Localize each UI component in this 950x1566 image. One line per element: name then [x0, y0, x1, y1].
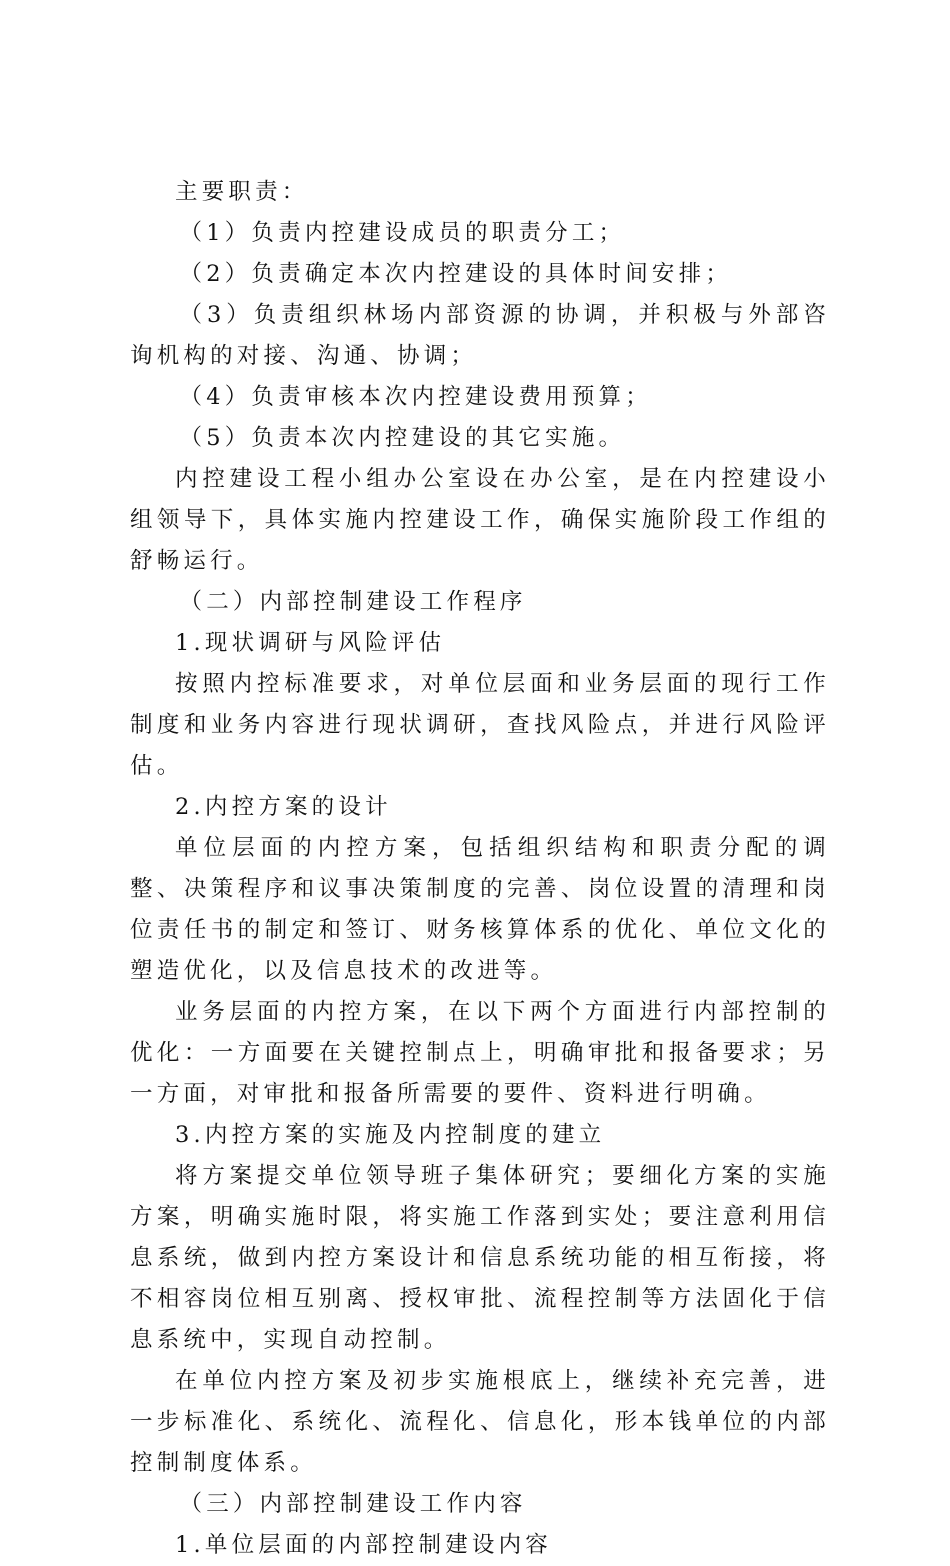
- paragraph-duty-5: （5）负责本次内控建设的其它实施。: [179, 425, 626, 451]
- paragraph-standardization: 在单位内控方案及初步实施根底上，继续补充完善，进一步标准化、系统化、流程化、信息化，形本钱单位的内部控制制度体系。: [130, 1368, 830, 1476]
- subheading-1: 1.现状调研与风险评估: [175, 630, 446, 656]
- paragraph-implementation: 将方案提交单位领导班子集体研究；要细化方案的实施方案，明确实施时限，将实施工作落到实处；要注意利用信息系统，做到内控方案设计和信息系统功能的相互衔接，将不相容岗位相互别离、授权审批、流程控制等方法固化于信息系统中，实现自动控制。: [130, 1163, 830, 1353]
- paragraph-duty-3: （3）负责组织林场内部资源的协调，并积极与外部咨询机构的对接、沟通、协调；: [130, 302, 830, 369]
- paragraph-duties-heading: 主要职责：: [175, 179, 309, 205]
- paragraph-research: 按照内控标准要求，对单位层面和业务层面的现行工作制度和业务内容进行现状调研，查找风险点，并进行风险评估。: [130, 671, 830, 779]
- subheading-2: 2.内控方案的设计: [175, 794, 392, 820]
- subheading-3: 3.内控方案的实施及内控制度的建立: [175, 1122, 606, 1148]
- section-heading-3: （三）内部控制建设工作内容: [179, 1491, 527, 1517]
- paragraph-duty-4: （4）负责审核本次内控建设费用预算；: [179, 384, 652, 410]
- paragraph-duty-1: （1）负责内控建设成员的职责分工；: [179, 220, 626, 246]
- document-body: [130, 172, 830, 1566]
- section-heading-2: （二）内部控制建设工作程序: [179, 589, 527, 615]
- paragraph-business-plan: 业务层面的内控方案，在以下两个方面进行内部控制的优化：一方面要在关键控制点上，明确审批和报备要求；另一方面，对审批和报备所需要的要件、资料进行明确。: [130, 999, 830, 1107]
- paragraph-duty-2: （2）负责确定本次内控建设的具体时间安排；: [179, 261, 733, 287]
- paragraph-unit-plan: 单位层面的内控方案，包括组织结构和职责分配的调整、决策程序和议事决策制度的完善、岗位设置的清理和岗位责任书的制定和签订、财务核算体系的优化、单位文化的塑造优化，以及信息技术的改进等。: [130, 835, 830, 984]
- subheading-unit-level: 1.单位层面的内部控制建设内容: [175, 1532, 552, 1558]
- paragraph-office: 内控建设工程小组办公室设在办公室，是在内控建设小组领导下，具体实施内控建设工作，确保实施阶段工作组的舒畅运行。: [130, 466, 830, 574]
